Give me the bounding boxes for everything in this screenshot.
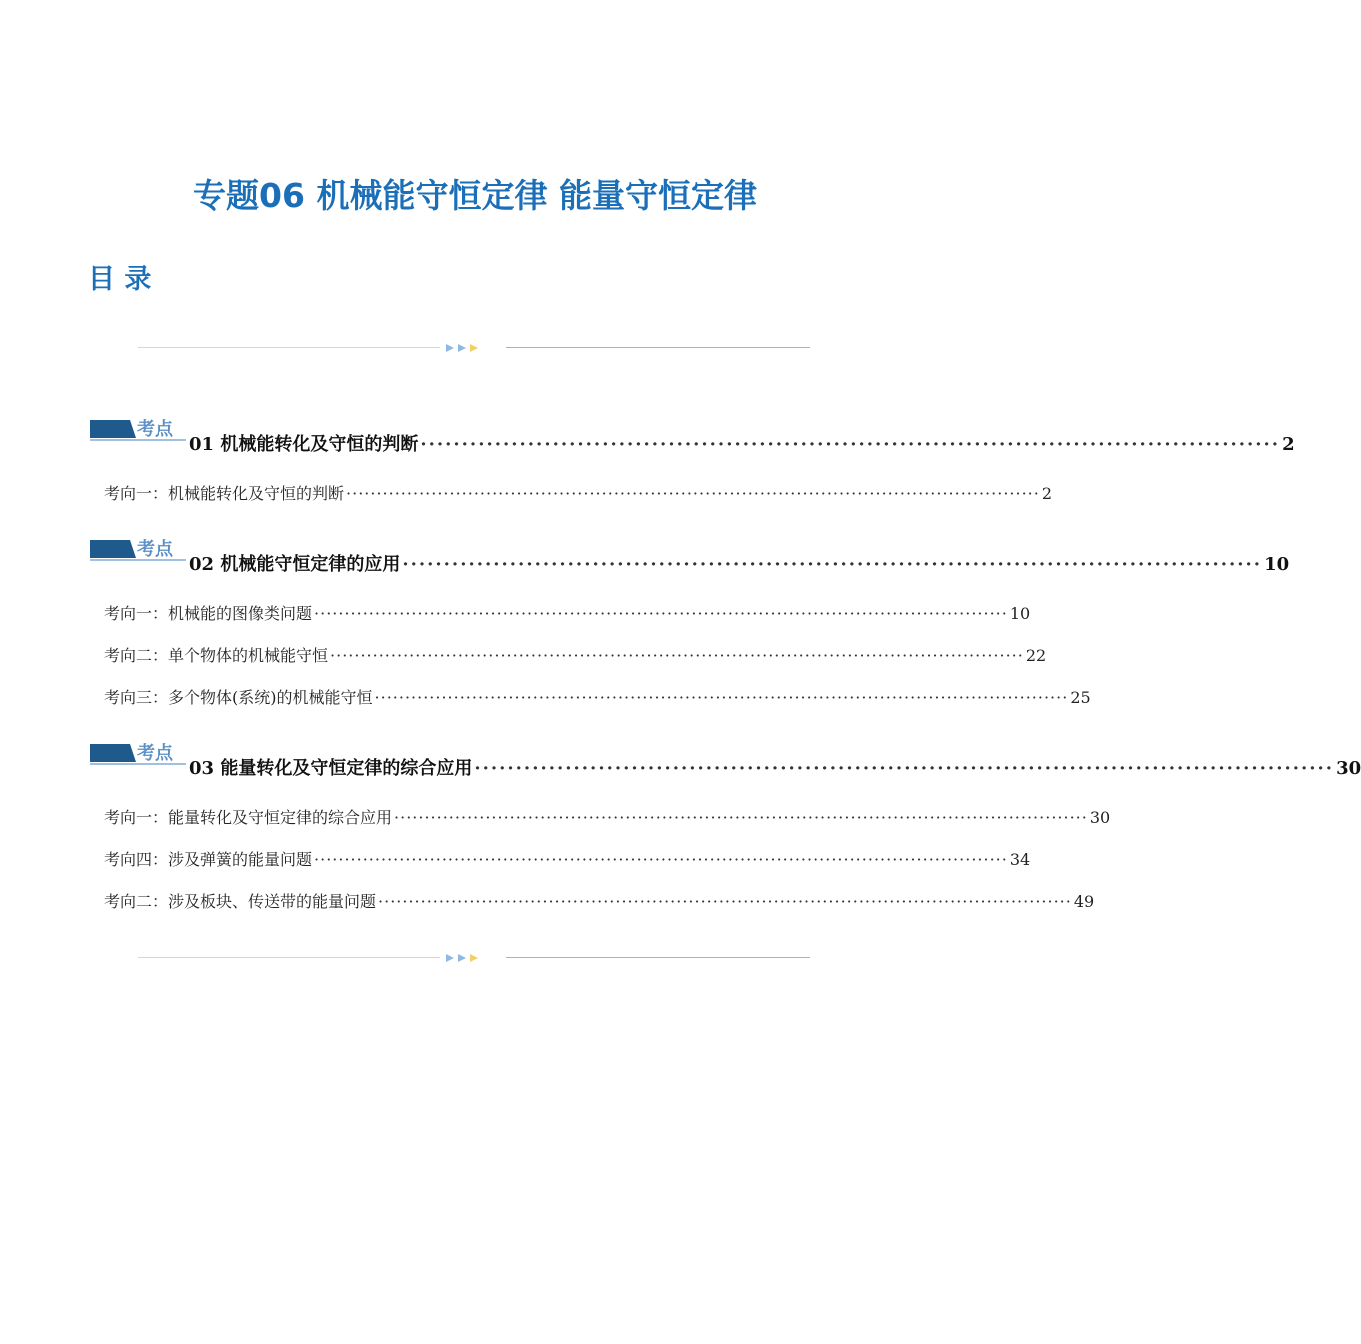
- toc-entry[interactable]: [104, 601, 1031, 625]
- badge-banner-icon: [90, 416, 186, 444]
- toc-page-number: 34: [1009, 850, 1031, 869]
- toc-entry-text: 多个物体(系统)的机械能守恒: [168, 688, 373, 707]
- document-title: 专题06 机械能守恒定律 能量守恒定律: [193, 176, 757, 215]
- toc-heading: 目 录: [88, 264, 152, 295]
- toc-entry[interactable]: [104, 847, 1031, 871]
- toc-page-number: 25: [1070, 688, 1091, 707]
- toc-entry-text: 单个物体的机械能守恒: [168, 646, 329, 665]
- toc-entry-prefix: 考向一：: [104, 808, 169, 827]
- section-badge: [90, 536, 186, 564]
- toc-section-label: 03 能量转化及守恒定律的综合应用: [189, 758, 473, 779]
- toc-section-row[interactable]: [189, 550, 1290, 578]
- dot-leader: ··················································································································: [330, 646, 1024, 665]
- dot-leader: ··················································································································: [314, 850, 1008, 869]
- toc-page-number: 2: [1282, 434, 1295, 455]
- dot-leader: ··················································································································: [314, 604, 1008, 623]
- section-badge: [90, 740, 186, 768]
- toc-entry[interactable]: [104, 481, 1053, 505]
- divider-bottom: [138, 952, 810, 964]
- toc-entry-prefix: 考向二：: [104, 646, 169, 665]
- toc-entry-text: 机械能的图像类问题: [168, 604, 313, 623]
- toc-page-number: 30: [1336, 758, 1361, 779]
- dot-leader: ··················································································································: [374, 688, 1069, 707]
- toc-entry-text: 能量转化及守恒定律的综合应用: [168, 808, 393, 827]
- divider-line-left: [138, 347, 440, 348]
- divider-line-left: [138, 957, 440, 958]
- badge-banner-icon: [90, 536, 186, 564]
- dot-leader: ··················································································································: [394, 808, 1088, 827]
- dot-leader: ········································································································: [420, 434, 1281, 455]
- toc-entry-prefix: 考向二：: [104, 892, 169, 911]
- toc-page-number: 2: [1041, 484, 1053, 503]
- toc-entry[interactable]: [104, 805, 1111, 829]
- toc-page-number: 10: [1264, 554, 1290, 575]
- section-badge: [90, 416, 186, 444]
- arrow-triangles-icon: [446, 342, 486, 354]
- toc-page-number: 49: [1073, 892, 1095, 911]
- dot-leader: ········································································································: [402, 554, 1263, 575]
- badge-text: 考点: [137, 539, 173, 560]
- toc-entry-prefix: 考向三：: [104, 688, 169, 707]
- badge-text: 考点: [137, 743, 173, 764]
- toc-section-row[interactable]: [189, 430, 1295, 458]
- divider-line-right: [506, 957, 810, 958]
- divider-top: [138, 342, 810, 354]
- toc-page-number: 22: [1025, 646, 1047, 665]
- badge-text: 考点: [137, 419, 173, 440]
- toc-entry[interactable]: [104, 889, 1095, 913]
- toc-entry-prefix: 考向一：: [104, 604, 169, 623]
- toc-entry[interactable]: [104, 685, 1091, 709]
- dot-leader: ··················································································································: [378, 892, 1072, 911]
- toc-entry-prefix: 考向一：: [104, 484, 169, 503]
- toc-entry[interactable]: [104, 643, 1047, 667]
- badge-banner-icon: [90, 740, 186, 768]
- toc-page-number: 10: [1009, 604, 1031, 623]
- divider-line-right: [506, 347, 810, 348]
- toc-section-label: 02 机械能守恒定律的应用: [189, 554, 401, 575]
- toc-page-number: 30: [1089, 808, 1111, 827]
- arrow-triangles-icon: [446, 952, 486, 964]
- toc-entry-text: 涉及弹簧的能量问题: [168, 850, 313, 869]
- dot-leader: ········································································································: [474, 758, 1335, 779]
- toc-section-label: 01 机械能转化及守恒的判断: [189, 434, 419, 455]
- dot-leader: ··················································································································: [346, 484, 1040, 503]
- toc-entry-text: 机械能转化及守恒的判断: [168, 484, 345, 503]
- toc-entry-prefix: 考向四：: [104, 850, 169, 869]
- toc-entry-text: 涉及板块、传送带的能量问题: [168, 892, 377, 911]
- toc-section-row[interactable]: [189, 754, 1361, 782]
